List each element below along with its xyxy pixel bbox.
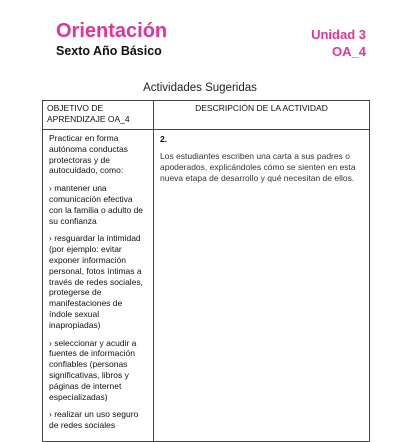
activity-description: Los estudiantes escriben una carta a sus padres o apoderados, explicándoles cómo se sienten en esta nueva etapa de desarrollo y qué necesitan de ellos. xyxy=(160,151,356,183)
objective-item: › realizar un uso seguro de redes sociales xyxy=(49,409,139,431)
activities-table xyxy=(42,100,370,442)
activity-number: 2. xyxy=(160,134,168,144)
objective-item: › seleccionar y acudir a fuentes de información confiables (personas significativas, libros y páginas de internet especializadas) xyxy=(49,337,137,402)
objective-intro: Practicar en forma autónoma conductas protectoras y de autocuidado, como: xyxy=(49,133,128,176)
objective-cell xyxy=(43,130,154,442)
table-row xyxy=(43,130,370,442)
unit-label: Unidad 3 xyxy=(311,27,366,42)
oa-label: OA_4 xyxy=(332,44,366,59)
objective-column-header: OBJETIVO DE APRENDIZAJE OA_4 xyxy=(43,101,154,130)
table-header-row xyxy=(43,101,370,130)
objective-item: › mantener una comunicación efectiva con la familia o adulto de su confianza xyxy=(49,183,144,226)
course-level: Sexto Año Básico xyxy=(56,44,162,58)
description-cell xyxy=(154,130,370,442)
section-title: Actividades Sugeridas xyxy=(143,82,257,94)
description-column-header: DESCRIPCIÓN DE LA ACTIVIDAD xyxy=(154,101,370,130)
unit-info xyxy=(311,26,366,60)
objective-item: › resguardar la intimidad (por ejemplo: evitar exponer información personal, fotos íntimas a través de redes sociales, protegerse de manifestaciones de índole sexual inapropiadas) xyxy=(49,233,144,330)
course-title: Orientación xyxy=(56,20,168,42)
